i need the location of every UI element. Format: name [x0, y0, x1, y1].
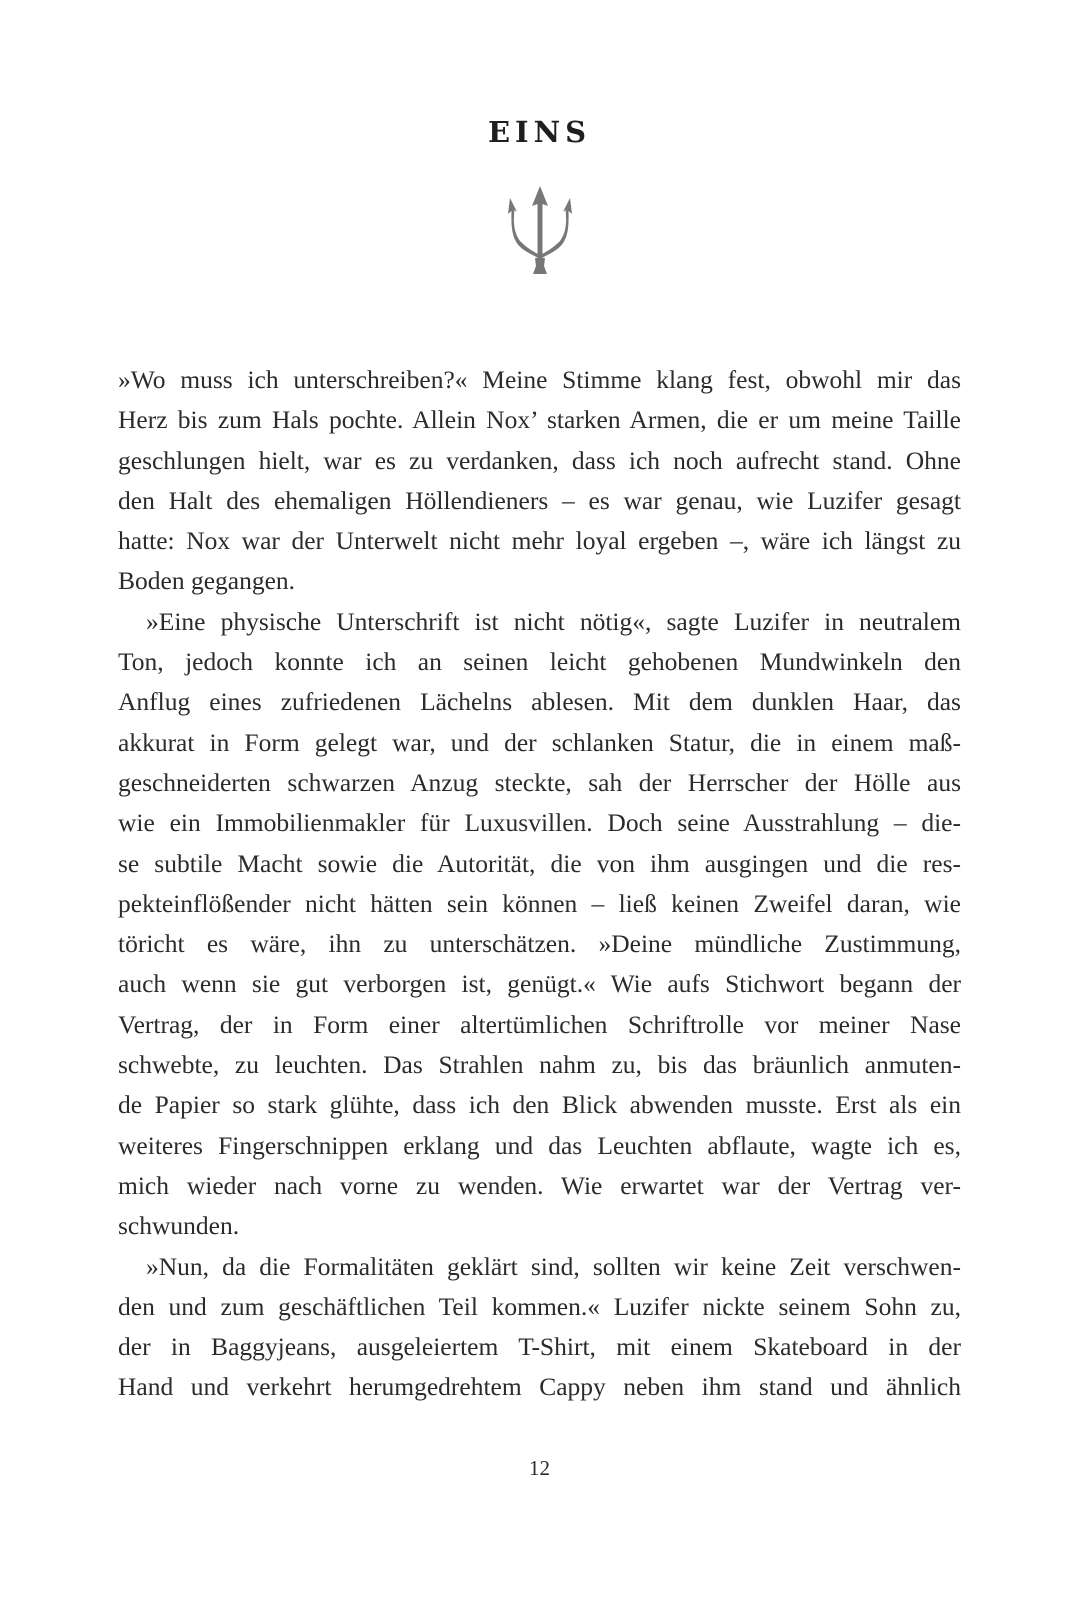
paragraph — [118, 360, 961, 602]
text-line: den Halt des ehemaligen Höllendieners – es war genau, wie Luzifer gesagt — [118, 485, 961, 515]
text-line: schwunden. — [118, 1211, 240, 1241]
text-line: Anflug eines zufriedenen Lächelns ablesen. Mit dem dunklen Haar, das — [118, 687, 961, 717]
page-number: 12 — [529, 1456, 550, 1480]
text-line: weiteres Fingerschnippen erklang und das Leuchten abflaute, wagte ich es, — [118, 1130, 961, 1160]
text-line: »Nun, da die Formalitäten geklärt sind, sollten wir keine Zeit verschwen- — [146, 1251, 961, 1281]
text-line: töricht es wäre, ihn zu unterschätzen. »Deine mündliche Zustimmung, — [118, 929, 961, 959]
chapter-title: EINS — [487, 115, 592, 149]
text-line: de Papier so stark glühte, dass ich den Blick abwenden musste. Erst als ein — [118, 1090, 961, 1120]
text-line: pekteinflößender nicht hätten sein können – ließ keinen Zweifel daran, wie — [118, 888, 961, 918]
text-line: hatte: Nox war der Unterwelt nicht mehr loyal ergeben –, wäre ich längst zu — [118, 526, 961, 556]
trident-icon — [502, 184, 578, 276]
text-line: geschlungen hielt, war es zu verdanken, dass ich noch aufrecht stand. Ohne — [118, 445, 961, 475]
text-line: Hand und verkehrt herumgedrehtem Cappy neben ihm stand und ähnlich — [118, 1372, 961, 1402]
text-line: den und zum geschäftlichen Teil kommen.« Luzifer nickte seinem Sohn zu, — [118, 1291, 961, 1321]
text-line: Vertrag, der in Form einer altertümlichen Schriftrolle vor meiner Nase — [118, 1009, 961, 1039]
text-line: auch wenn sie gut verborgen ist, genügt.« Wie aufs Stichwort begann der — [118, 969, 961, 999]
text-line: akkurat in Form gelegt war, und der schlanken Statur, die in einem maß- — [118, 727, 961, 757]
chapter-body — [118, 360, 961, 1408]
paragraph — [118, 602, 961, 1247]
text-line: schwebte, zu leuchten. Das Strahlen nahm zu, bis das bräunlich anmuten- — [118, 1050, 961, 1080]
text-line: mich wieder nach vorne zu wenden. Wie erwartet war der Vertrag ver- — [118, 1170, 961, 1200]
text-line: geschneiderten schwarzen Anzug steckte, sah der Herrscher der Hölle aus — [118, 767, 961, 797]
text-line: Ton, jedoch konnte ich an seinen leicht gehobenen Mundwinkeln den — [118, 647, 961, 677]
text-line: »Wo muss ich unterschreiben?« Meine Stimme klang fest, obwohl mir das — [118, 365, 961, 394]
text-line: Herz bis zum Hals pochte. Allein Nox’ starken Armen, die er um meine Taille — [118, 405, 961, 435]
text-line: se subtile Macht sowie die Autorität, die von ihm ausgingen und die res- — [118, 848, 961, 878]
paragraph — [118, 1247, 961, 1408]
text-line: Boden gegangen. — [118, 566, 296, 596]
text-line: der in Baggyjeans, ausgeleiertem T-Shirt, mit einem Skateboard in der — [118, 1332, 961, 1362]
text-line: »Eine physische Unterschrift ist nicht nötig«, sagte Luzifer in neutralem — [146, 606, 961, 636]
text-line: wie ein Immobilienmakler für Luxusvillen. Doch seine Ausstrahlung – die- — [118, 808, 961, 838]
